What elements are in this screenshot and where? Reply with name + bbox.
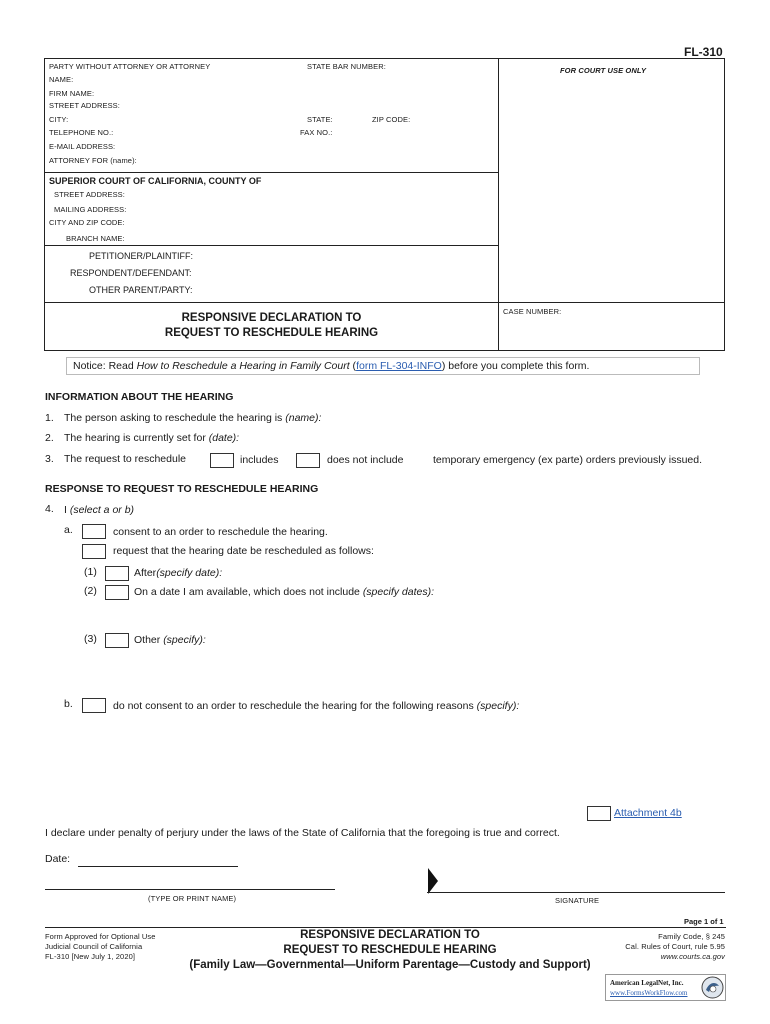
item4-num: 4. [45,503,54,515]
name-line[interactable] [45,889,335,890]
item4-hint: (select a or b) [69,504,135,516]
footer-right-3: www.courts.ca.gov [660,952,725,961]
type-name-label: (TYPE OR PRINT NAME) [148,894,237,903]
opt1-hint: (specify date): [156,567,223,579]
opt1-text: After [134,567,157,579]
signature-label: SIGNATURE [555,896,600,905]
page-number: Page 1 of 1 [684,917,724,926]
b-label: b. [64,698,73,710]
footer-right-2: Cal. Rules of Court, rule 5.95 [625,942,725,951]
b [113,700,519,712]
footer-left-2: Judicial Council of California [45,942,143,951]
bar-label: STATE BAR NUMBER: [307,62,386,71]
fax-field[interactable]: FAX NO.: [300,128,333,137]
consent-text: consent to an order to reschedule the hearing. [113,526,328,538]
item1-num: 1. [45,412,54,424]
b-hint: (specify): [476,700,520,712]
form-id: FL-310 [684,45,723,59]
other-checkbox[interactable] [105,633,129,648]
footer-center-3: (Family Law—Governmental—Uniform Parentage—Custody and Support) [189,959,591,971]
item1-hint: (name): [285,412,322,424]
email-field[interactable]: E-MAIL ADDRESS: [49,142,116,151]
court-cityzip-field[interactable]: CITY AND ZIP CODE: [49,218,125,227]
court-street-field[interactable]: STREET ADDRESS: [54,190,125,199]
opt3 [134,634,206,646]
footer-left-1: Form Approved for Optional Use [45,932,156,941]
consent-checkbox[interactable] [82,524,106,539]
court-use-label: FOR COURT USE ONLY [560,66,647,75]
item3-tail: temporary emergency (ex parte) orders previously issued. [433,454,703,466]
not-consent-checkbox[interactable] [82,698,106,713]
item3-num: 3. [45,453,54,465]
footer-right [585,932,725,962]
item2-text: The hearing is currently set for [64,432,206,444]
notice-pre: Notice: Read [73,360,137,372]
petitioner-field[interactable]: PETITIONER/PLAINTIFF: [89,251,194,261]
item2-num: 2. [45,432,54,444]
notice-post: ) before you complete this form. [441,360,590,372]
available-date-checkbox[interactable] [105,585,129,600]
name-field[interactable]: NAME: [49,75,74,84]
opt2 [134,586,434,598]
court-mailing-field[interactable]: MAILING ADDRESS: [54,205,127,214]
street-field[interactable]: STREET ADDRESS: [49,101,120,110]
party-label: PARTY WITHOUT ATTORNEY OR ATTORNEY [49,62,211,71]
not-include-label: does not include [327,454,404,466]
opt2-hint: (specify dates): [362,586,435,598]
opt3-num: (3) [84,633,97,645]
signature-line[interactable] [427,892,725,893]
city-field[interactable]: CITY: [49,115,69,124]
request-checkbox[interactable] [82,544,106,559]
opt1 [134,567,222,579]
request-text: request that the hearing date be rescheduled as follows: [113,545,374,557]
other-party-field[interactable]: OTHER PARENT/PARTY: [89,285,193,295]
footer-center-2: REQUEST TO RESCHEDULE HEARING [283,944,497,956]
notice-open: ( [349,360,357,372]
item2 [64,432,239,444]
footer-left [45,932,156,962]
after-date-checkbox[interactable] [105,566,129,581]
form-info-link[interactable]: form FL-304-INFO [356,360,442,372]
date-line[interactable] [78,866,238,867]
form-title-line1: RESPONSIVE DECLARATION TO [181,312,362,324]
item2-hint: (date): [208,432,240,444]
respondent-field[interactable]: RESPONDENT/DEFENDANT: [70,268,192,278]
court-branch-field[interactable]: BRANCH NAME: [66,234,125,243]
not-include-checkbox[interactable] [296,453,320,468]
signature-arrow-icon [427,868,439,894]
a-label: a. [64,524,73,536]
state-field[interactable]: STATE: [307,115,333,124]
form-title-line2: REQUEST TO RESCHEDULE HEARING [164,327,379,339]
b-text: do not consent to an order to reschedule the hearing for the following reasons [113,700,474,712]
item3-text: The request to reschedule [64,453,186,465]
item1-text: The person asking to reschedule the hearing is [64,412,283,424]
section2-heading: RESPONSE TO REQUEST TO RESCHEDULE HEARING [45,483,319,495]
section1-heading: INFORMATION ABOUT THE HEARING [45,391,234,403]
brand-url[interactable]: www.FormsWorkFlow.com [610,989,688,997]
footer-center-1: RESPONSIVE DECLARATION TO [300,929,480,941]
case-number-field[interactable]: CASE NUMBER: [503,307,562,316]
notice-title: How to Reschedule a Hearing in Family Court [136,360,350,372]
opt3-text: Other [134,634,161,646]
opt3-hint: (specify): [163,634,206,646]
firm-field[interactable]: FIRM NAME: [49,89,95,98]
attachment-checkbox[interactable] [587,806,611,821]
brand-name: American LegalNet, Inc. [610,979,684,987]
attorney-for-field[interactable]: ATTORNEY FOR (name): [49,156,137,165]
notice-text [73,360,589,372]
date-label: Date: [45,853,71,865]
item4 [64,504,134,516]
footer-center [160,928,620,973]
court-title: SUPERIOR COURT OF CALIFORNIA, COUNTY OF [49,176,262,186]
opt1-num: (1) [84,566,97,578]
includes-checkbox[interactable] [210,453,234,468]
item1 [64,412,321,424]
footer-right-1: Family Code, § 245 [658,932,725,941]
zip-field[interactable]: ZIP CODE: [372,115,411,124]
declaration-text: I declare under penalty of perjury under the laws of the State of California that the foregoing is true and correct. [45,827,560,839]
opt2-text: On a date I am available, which does not include [134,586,360,598]
header-box [44,58,725,351]
footer-left-3: FL-310 [New July 1, 2020] [45,952,136,961]
brand-text [610,978,687,998]
attachment-link[interactable]: Attachment 4b [614,807,682,819]
opt2-num: (2) [84,585,97,597]
item4-text: I [64,504,67,516]
form-title [44,311,499,341]
phone-field[interactable]: TELEPHONE NO.: [49,128,114,137]
brand-logo-icon [701,976,724,999]
includes-label: includes [240,454,279,466]
